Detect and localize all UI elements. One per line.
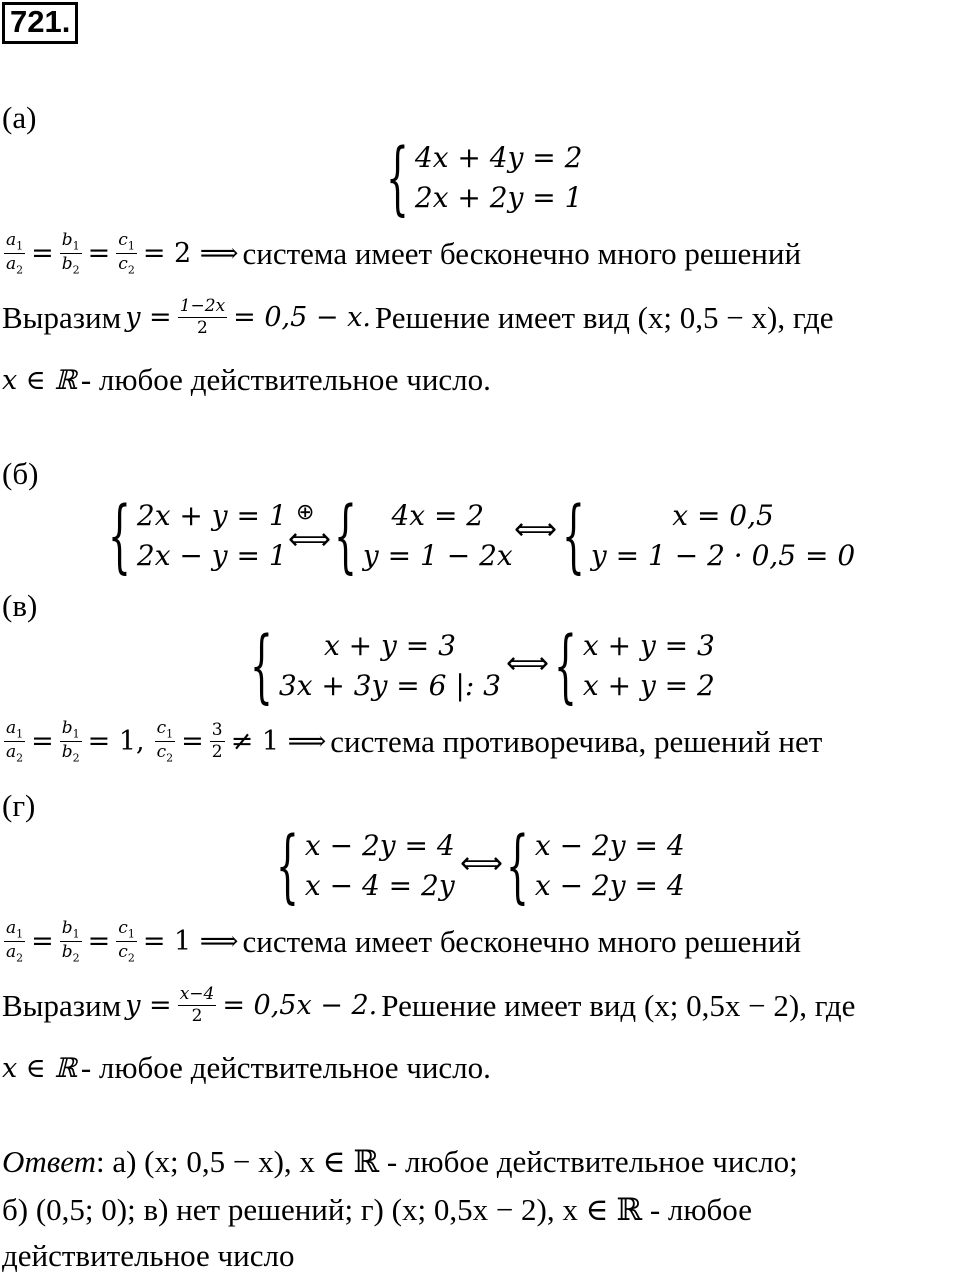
system-row: x + y = 3 bbox=[582, 629, 715, 662]
fraction-b1-b2: $\frac{b_1}{b_2}$ bbox=[61, 230, 80, 277]
answer-line-1 bbox=[2, 1146, 798, 1177]
system-row: 2x − y = 1 bbox=[136, 539, 287, 572]
express-solution: Решение имеет вид (x; 0,5 − x), где bbox=[374, 299, 834, 335]
part-a-express-line: Выразим y = $\frac{1-2x}{2}$ = 0,5 − x. Решение имеет вид (x; 0,5 − x), где bbox=[2, 296, 834, 338]
brace-icon: { bbox=[107, 489, 131, 582]
part-g-domain-line bbox=[2, 1050, 491, 1086]
system-row: x + y = 2 bbox=[582, 669, 715, 702]
express-mid: = 0,5x − 2. bbox=[222, 990, 378, 1021]
equivalence-icon: ⟺ bbox=[514, 512, 558, 547]
ratio-conclusion: система противоречива, решений нет bbox=[330, 723, 823, 759]
domain-symbol: x ∈ ℝ bbox=[2, 364, 77, 396]
fraction-a1-a2: $\frac{a_1}{a_2}$ bbox=[6, 718, 24, 765]
part-b-system-1 bbox=[102, 489, 287, 582]
part-b-label: (б) bbox=[2, 456, 39, 491]
system-row: x − 2y = 4 bbox=[534, 829, 685, 862]
part-v-system-1 bbox=[244, 619, 501, 712]
domain-symbol: x ∈ ℝ bbox=[2, 1052, 77, 1084]
brace-icon: { bbox=[505, 819, 529, 912]
domain-text: - любое действительное число. bbox=[80, 362, 491, 397]
brace-icon: { bbox=[249, 619, 273, 712]
ratio-conclusion: система имеет бесконечно много решений bbox=[242, 235, 802, 271]
part-g-label: (г) bbox=[2, 788, 36, 823]
fraction-b1-b2: $\frac{b_1}{b_2}$ bbox=[61, 918, 80, 965]
problem-number: 721. bbox=[2, 2, 78, 44]
part-a-ratio-line: $\frac{a_1}{a_2}$ = $\frac{b_1}{b_2}$ = $\frac{c_1}{c_2}$ = 2 ⟹ система имеет бесконечно много решений bbox=[6, 230, 802, 277]
fraction-a1-a2: $\frac{a_1}{a_2}$ bbox=[6, 230, 24, 277]
ratio-eq1: = 1, bbox=[87, 726, 145, 758]
part-g-express-line: Выразим y = $\frac{x-4}{2}$ = 0,5x − 2. Решение имеет вид (x; 0,5x − 2), где bbox=[2, 984, 856, 1026]
express-fraction: $\frac{1-2x}{2}$ bbox=[179, 296, 226, 338]
equivalence-icon: ⟺ bbox=[460, 846, 504, 881]
express-lead: Выразим bbox=[2, 299, 122, 335]
system-row: x − 4 = 2y bbox=[304, 869, 455, 902]
system-row: y = 1 − 2 · 0,5 = 0 bbox=[590, 539, 856, 572]
ratio-conclusion: система имеет бесконечно много решений bbox=[242, 923, 802, 959]
express-solution: Решение имеет вид (x; 0,5x − 2), где bbox=[381, 987, 856, 1023]
answer-line-2: б) (0,5; 0); в) нет решений; г) (x; 0,5x − 2), x ∈ ℝ - любое bbox=[2, 1192, 752, 1227]
domain-text: - любое действительное число. bbox=[80, 1050, 491, 1085]
part-v-label: (в) bbox=[2, 588, 38, 623]
brace-icon: { bbox=[553, 619, 577, 712]
part-a-system bbox=[380, 131, 583, 224]
system-row: 4x + 4y = 2 bbox=[414, 141, 583, 174]
express-lead: Выразим bbox=[2, 987, 122, 1023]
answer-label: Ответ bbox=[2, 1144, 96, 1179]
plus-circle-icon: ⊕ bbox=[296, 500, 315, 525]
fraction-b1-b2: $\frac{b_1}{b_2}$ bbox=[61, 718, 80, 765]
part-a-domain-line bbox=[2, 362, 491, 398]
system-row: 4x = 2 bbox=[391, 499, 485, 532]
answer-line-3: действительное число bbox=[2, 1238, 295, 1273]
fraction-a1-a2: $\frac{a_1}{a_2}$ bbox=[6, 918, 24, 965]
part-v-system-2 bbox=[548, 619, 715, 712]
part-g-ratio-line: $\frac{a_1}{a_2}$ = $\frac{b_1}{b_2}$ = $\frac{c_1}{c_2}$ = 1 ⟹ система имеет бесконечно много решений bbox=[6, 918, 802, 965]
brace-icon: { bbox=[385, 131, 409, 224]
part-g-system-1 bbox=[270, 819, 455, 912]
ratio-result: = 1 ⟹ bbox=[142, 926, 239, 958]
system-row: 2x + y = 1 bbox=[136, 499, 287, 532]
part-a-label: (а) bbox=[2, 100, 37, 135]
equivalence-icon: ⟺ bbox=[288, 522, 332, 557]
express-mid: = 0,5 − x. bbox=[233, 302, 371, 333]
fraction-c1-c2: $\frac{c_1}{c_2}$ bbox=[156, 718, 174, 765]
part-b-system-3 bbox=[556, 489, 856, 582]
part-v-ratio-line: $\frac{a_1}{a_2}$ = $\frac{b_1}{b_2}$ = 1, $\frac{c_1}{c_2}$ = $\frac{3}{2}$ ≠ 1 ⟹ система противоречива, решений нет bbox=[6, 718, 823, 765]
answer-text-1: : а) (x; 0,5 − x), x ∈ ℝ - любое действительное число; bbox=[95, 1144, 798, 1179]
system-row: 3x + 3y = 6 |: 3 bbox=[278, 669, 501, 702]
system-row: 2x + 2y = 1 bbox=[414, 181, 583, 214]
part-b-system-2 bbox=[328, 489, 513, 582]
brace-icon: { bbox=[275, 819, 299, 912]
ratio-eq2: ≠ 1 ⟹ bbox=[230, 726, 327, 758]
system-row: x − 2y = 4 bbox=[304, 829, 455, 862]
express-fraction: $\frac{x-4}{2}$ bbox=[179, 984, 215, 1026]
fraction-c1-c2: $\frac{c_1}{c_2}$ bbox=[118, 230, 135, 277]
system-row: x = 0,5 bbox=[672, 499, 774, 532]
system-row: y = 1 − 2x bbox=[362, 539, 513, 572]
system-row: x − 2y = 4 bbox=[534, 869, 685, 902]
brace-icon: { bbox=[333, 489, 357, 582]
ratio-result: = 2 ⟹ bbox=[142, 238, 239, 270]
equivalence-icon: ⟺ bbox=[506, 646, 550, 681]
fraction-three-halves: $\frac{3}{2}$ bbox=[211, 720, 223, 763]
fraction-c1-c2: $\frac{c_1}{c_2}$ bbox=[118, 918, 135, 965]
part-g-system-2 bbox=[500, 819, 685, 912]
brace-icon: { bbox=[561, 489, 585, 582]
system-row: x + y = 3 bbox=[323, 629, 456, 662]
